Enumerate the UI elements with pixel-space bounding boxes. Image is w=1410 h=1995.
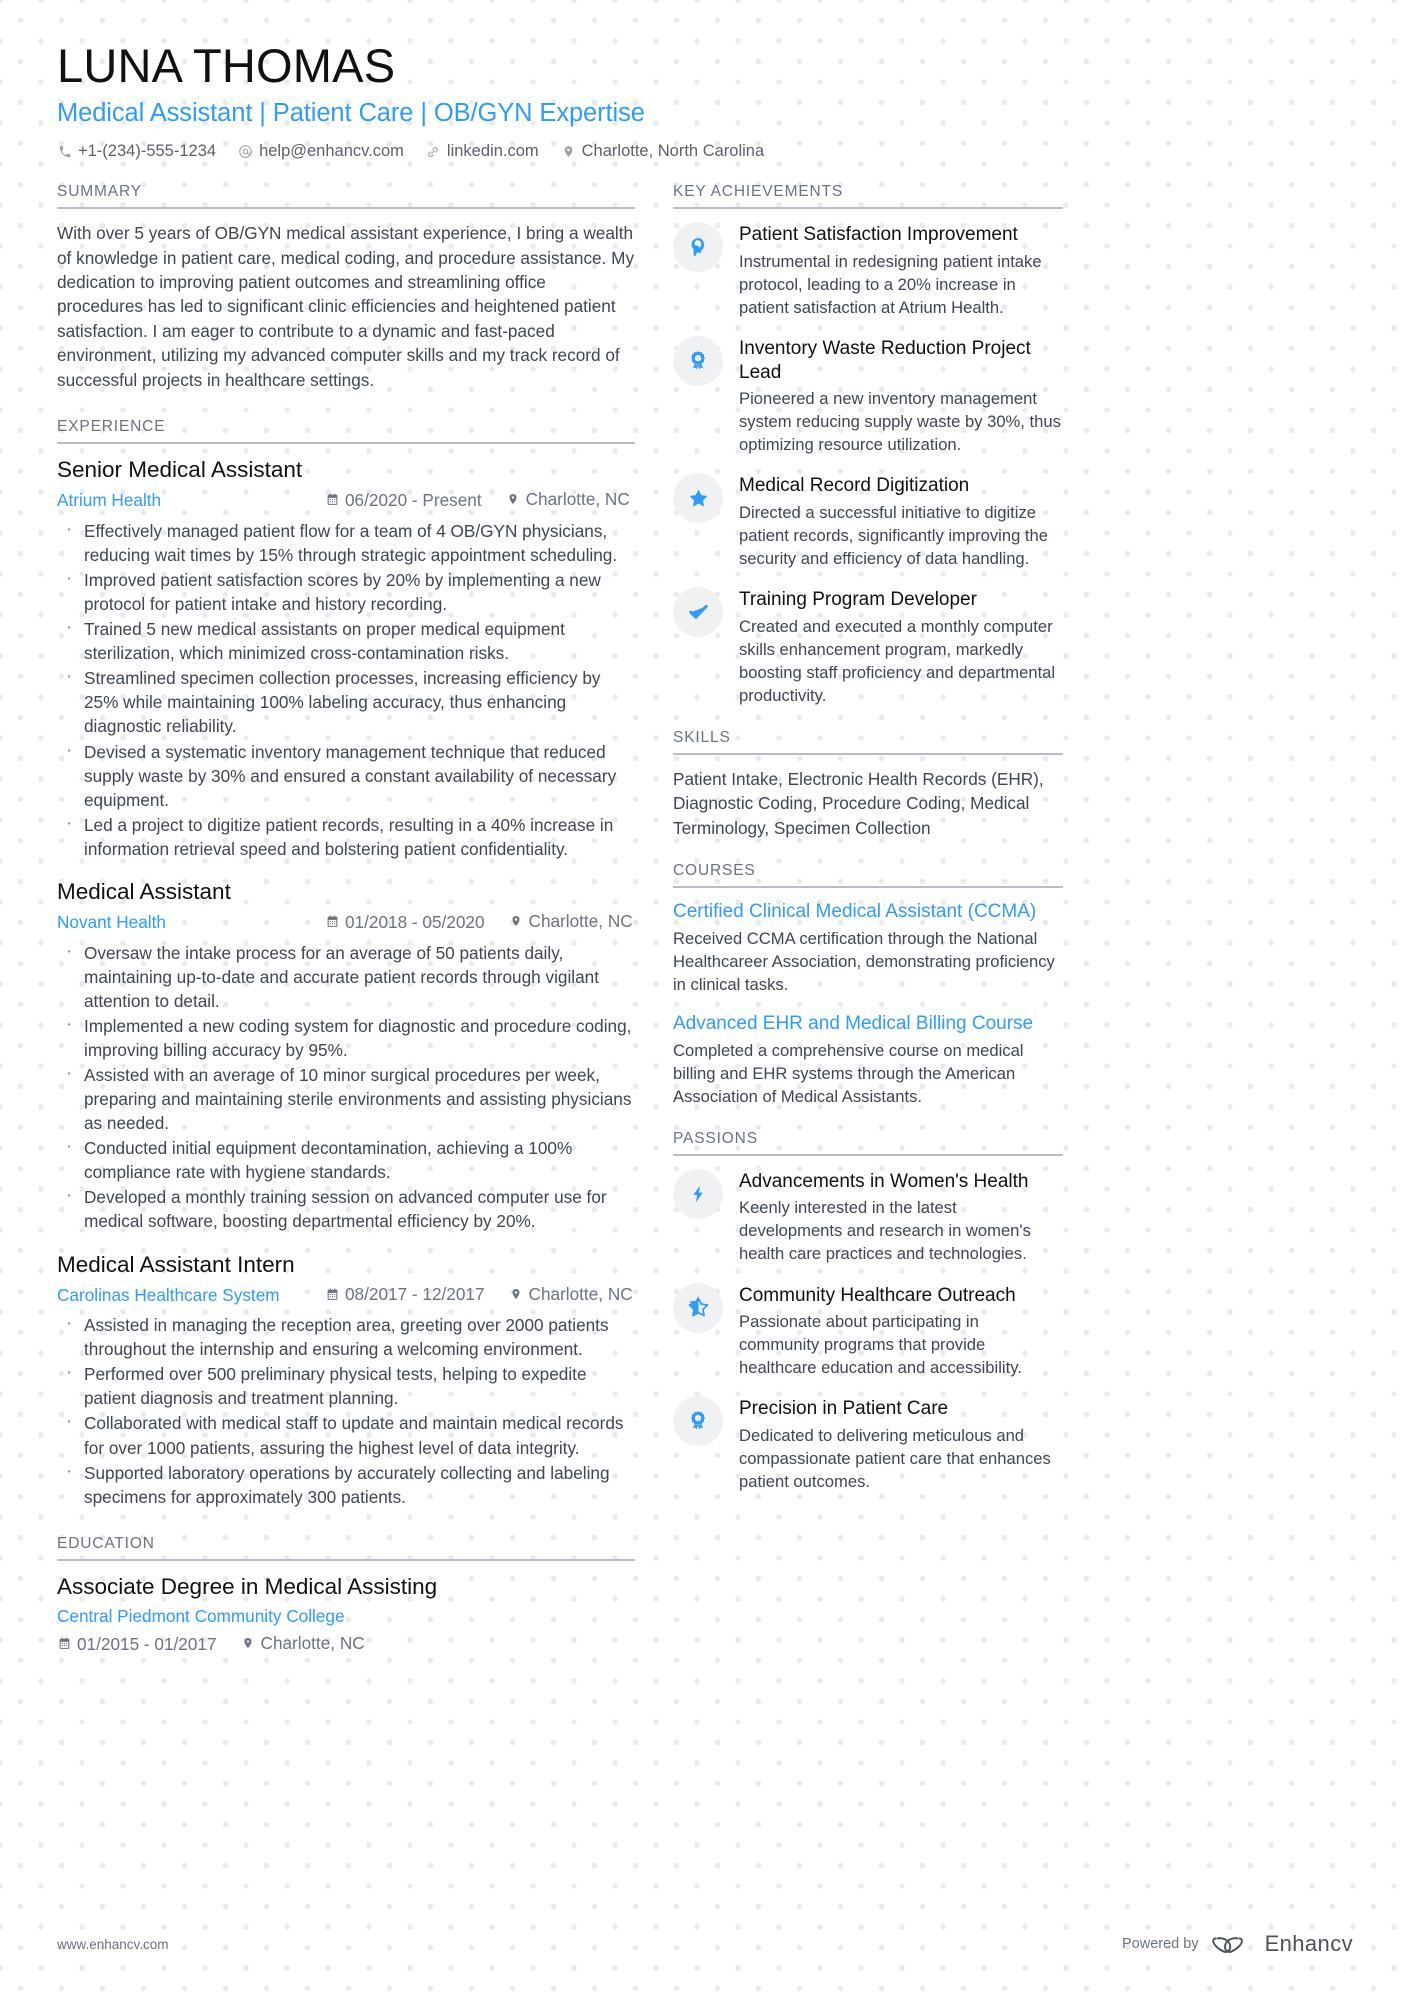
left-column bbox=[57, 183, 635, 1659]
experience-role: Medical Assistant Intern bbox=[57, 1251, 295, 1277]
footer-branding bbox=[1122, 1931, 1353, 1957]
education-location-text: Charlotte, NC bbox=[260, 1633, 365, 1654]
section-skills bbox=[673, 729, 1063, 840]
experience-organization[interactable]: Carolinas Healthcare System bbox=[57, 1284, 280, 1305]
education-dates bbox=[57, 1633, 217, 1655]
professional-headline: Medical Assistant | Patient Care | OB/GYN Expertise bbox=[57, 98, 645, 127]
education-location bbox=[241, 1632, 365, 1654]
list-item: · Led a project to digitize patient records, resulting in a 40% increase in information retrieval speed and bolstering patient confidentiality. bbox=[57, 813, 635, 861]
achievement-description: Instrumental in redesigning patient intake protocol, leading to a 20% increase in patient satisfaction at Atrium Health. bbox=[739, 251, 1042, 317]
section-title-passions: PASSIONS bbox=[673, 1130, 1063, 1156]
list-item: · Trained 5 new medical assistants on proper medical equipment sterilization, which minimized cross-contamination risks. bbox=[57, 617, 635, 665]
lightning-bolt-icon bbox=[673, 1169, 723, 1219]
head-idea-icon bbox=[673, 222, 723, 272]
achievement-item bbox=[673, 586, 1063, 707]
education-meta bbox=[57, 1632, 635, 1655]
brand-name: Enhancv bbox=[1264, 1931, 1353, 1956]
course-item bbox=[673, 900, 1063, 996]
experience-bullets bbox=[57, 941, 635, 1234]
right-column bbox=[673, 183, 1063, 1509]
experience-meta bbox=[57, 910, 635, 934]
course-name[interactable]: Advanced EHR and Medical Billing Course bbox=[673, 1012, 1034, 1034]
location-icon bbox=[509, 914, 523, 928]
section-passions bbox=[673, 1130, 1063, 1493]
contact-email-text: help@enhancv.com bbox=[259, 142, 404, 161]
section-experience bbox=[57, 418, 635, 1509]
list-item: · Assisted with an average of 10 minor surgical procedures per week, preparing and maintaining sterile environments and assisting physicians as needed. bbox=[57, 1063, 635, 1135]
svg-text:1: 1 bbox=[696, 355, 700, 361]
section-title-key-achievements: KEY ACHIEVEMENTS bbox=[673, 183, 1063, 209]
achievement-item bbox=[673, 335, 1063, 456]
experience-entry bbox=[57, 1251, 635, 1509]
half-star-icon bbox=[673, 1283, 723, 1333]
experience-location bbox=[509, 910, 633, 932]
contact-email[interactable] bbox=[238, 142, 404, 161]
location-icon bbox=[509, 1287, 523, 1301]
course-description: Received CCMA certification through the National Healthcareer Association, demonstrating proficiency in clinical tasks. bbox=[673, 928, 1055, 994]
footer-website[interactable]: www.enhancv.com bbox=[57, 1936, 169, 1952]
location-icon bbox=[241, 1636, 255, 1650]
contact-phone-text: +1-(234)-555-1234 bbox=[78, 142, 217, 161]
achievement-description: Directed a successful initiative to digitize patient records, significantly improving the security and efficiency of data handling. bbox=[739, 502, 1048, 568]
skills-text: Patient Intake, Electronic Health Records (EHR), Diagnostic Coding, Procedure Coding, Medical Terminology, Specimen Collection bbox=[673, 768, 1044, 838]
experience-organization[interactable]: Novant Health bbox=[57, 912, 166, 933]
contact-phone[interactable] bbox=[57, 142, 216, 161]
section-title-education: EDUCATION bbox=[57, 1535, 635, 1561]
check-icon bbox=[673, 587, 723, 637]
page-title: LUNA THOMAS bbox=[57, 39, 396, 92]
experience-dates bbox=[325, 911, 485, 933]
list-item: · Effectively managed patient flow for a team of 4 OB/GYN physicians, reducing wait times by 15% through strategic appointment scheduling. bbox=[57, 519, 635, 567]
contact-linkedin-text: linkedin.com bbox=[446, 142, 539, 161]
experience-dates-text: 06/2020 - Present bbox=[345, 489, 482, 510]
section-key-achievements bbox=[673, 183, 1063, 707]
resume-header bbox=[57, 0, 1353, 161]
calendar-icon bbox=[325, 1287, 339, 1301]
resume-body bbox=[57, 183, 1353, 1659]
contact-row bbox=[57, 142, 1353, 161]
list-item: · Streamlined specimen collection processes, increasing efficiency by 25% while maintaining 100% labeling accuracy, thus enhancing diagnostic reliability. bbox=[57, 666, 635, 738]
achievement-heading: Training Program Developer bbox=[739, 588, 977, 610]
achievement-description: Created and executed a monthly computer skills enhancement program, markedly boosting staff proficiency and departmental productivity. bbox=[739, 616, 1056, 705]
experience-entry bbox=[57, 878, 635, 1234]
location-icon bbox=[506, 492, 520, 506]
list-item: · Performed over 500 preliminary physical tests, helping to expedite patient diagnosis and treatment planning. bbox=[57, 1362, 635, 1410]
experience-dates bbox=[325, 1283, 485, 1305]
award-ribbon-icon bbox=[673, 1396, 723, 1446]
course-name[interactable]: Certified Clinical Medical Assistant (CCMA) bbox=[673, 901, 1037, 923]
calendar-icon bbox=[325, 915, 339, 929]
experience-bullets bbox=[57, 519, 635, 861]
achievement-heading: Inventory Waste Reduction Project Lead bbox=[739, 337, 1031, 383]
experience-dates-text: 01/2018 - 05/2020 bbox=[345, 911, 485, 932]
education-degree: Associate Degree in Medical Assisting bbox=[57, 1573, 438, 1599]
phone-icon bbox=[57, 144, 72, 159]
experience-role: Senior Medical Assistant bbox=[57, 457, 303, 483]
list-item: · Implemented a new coding system for diagnostic and procedure coding, improving billing accuracy by 95%. bbox=[57, 1014, 635, 1062]
powered-by-label: Powered by bbox=[1122, 1936, 1199, 1952]
experience-meta bbox=[57, 488, 635, 512]
education-school[interactable]: Central Piedmont Community College bbox=[57, 1605, 345, 1626]
list-item: · Developed a monthly training session on advanced computer use for medical software, boosting departmental efficiency by 20%. bbox=[57, 1185, 635, 1233]
location-icon bbox=[561, 144, 576, 159]
passion-heading: Advancements in Women's Health bbox=[739, 1170, 1029, 1192]
contact-location bbox=[561, 142, 765, 161]
course-item bbox=[673, 1012, 1063, 1108]
section-title-courses: COURSES bbox=[673, 862, 1063, 888]
passion-item bbox=[673, 1168, 1063, 1266]
link-icon bbox=[426, 144, 441, 159]
education-entry bbox=[57, 1573, 635, 1655]
email-icon bbox=[238, 144, 253, 159]
section-title-skills: SKILLS bbox=[673, 729, 1063, 755]
passion-item bbox=[673, 1395, 1063, 1493]
enhancv-logo bbox=[1212, 1931, 1353, 1957]
contact-linkedin[interactable] bbox=[426, 142, 539, 161]
calendar-icon bbox=[325, 493, 339, 507]
list-item: · Conducted initial equipment decontamination, achieving a 100% compliance rate with hygiene standards. bbox=[57, 1136, 635, 1184]
list-item: · Oversaw the intake process for an average of 50 patients daily, maintaining up-to-date and accurate patient records through vigilant attention to detail. bbox=[57, 941, 635, 1013]
award-ribbon-icon bbox=[673, 336, 723, 386]
passion-description: Passionate about participating in community programs that provide healthcare education and accessibility. bbox=[739, 1312, 1022, 1378]
experience-entry bbox=[57, 456, 635, 861]
passion-heading: Community Healthcare Outreach bbox=[739, 1284, 1016, 1306]
summary-text: With over 5 years of OB/GYN medical assistant experience, I bring a wealth of knowledge in patient care, medical coding, and procedure assistance. My dedication to improving patient outcomes and streamlining office procedures has led to significant clinic efficiencies and heightened patient satisfaction. I am eager to contribute to a dynamic and fast-paced environment, utilizing my advanced computer skills and my track record of successful projects in healthcare settings. bbox=[57, 223, 635, 390]
section-title-experience: EXPERIENCE bbox=[57, 418, 635, 444]
passion-description: Keenly interested in the latest developments and research in women's health care practices and technologies. bbox=[739, 1198, 1031, 1264]
achievement-heading: Medical Record Digitization bbox=[739, 475, 970, 497]
list-item: · Supported laboratory operations by accurately collecting and labeling specimens for approximately 300 patients. bbox=[57, 1461, 635, 1509]
experience-organization[interactable]: Atrium Health bbox=[57, 490, 162, 511]
list-item: · Assisted in managing the reception area, greeting over 2000 patients throughout the internship and ensuring a welcoming environment. bbox=[57, 1313, 635, 1361]
experience-dates bbox=[325, 489, 482, 511]
experience-location-text: Charlotte, NC bbox=[525, 489, 630, 510]
section-courses bbox=[673, 862, 1063, 1108]
section-summary bbox=[57, 183, 635, 392]
svg-text:1: 1 bbox=[696, 1415, 700, 1421]
calendar-icon bbox=[57, 1637, 71, 1651]
experience-location bbox=[509, 1283, 633, 1305]
passion-item bbox=[673, 1282, 1063, 1380]
experience-meta bbox=[57, 1283, 635, 1307]
section-education bbox=[57, 1535, 635, 1655]
course-description: Completed a comprehensive course on medical billing and EHR systems through the American Association of Medical Assistants. bbox=[673, 1040, 1024, 1106]
experience-role: Medical Assistant bbox=[57, 878, 231, 904]
experience-location-text: Charlotte, NC bbox=[528, 911, 633, 932]
list-item: · Improved patient satisfaction scores by 20% by implementing a new protocol for patient intake and history recording. bbox=[57, 568, 635, 616]
experience-bullets bbox=[57, 1313, 635, 1509]
achievement-description: Pioneered a new inventory management system reducing supply waste by 30%, thus optimizing resource utilization. bbox=[739, 389, 1061, 455]
contact-location-text: Charlotte, North Carolina bbox=[581, 142, 765, 161]
passion-heading: Precision in Patient Care bbox=[739, 1398, 949, 1420]
star-icon bbox=[673, 473, 723, 523]
page-footer bbox=[57, 1931, 1353, 1957]
education-dates-text: 01/2015 - 01/2017 bbox=[77, 1633, 217, 1654]
achievement-heading: Patient Satisfaction Improvement bbox=[739, 224, 1018, 246]
passion-description: Dedicated to delivering meticulous and compassionate patient care that enhances patient outcomes. bbox=[739, 1425, 1051, 1491]
list-item: · Collaborated with medical staff to update and maintain medical records for over 1000 patients, assuring the highest level of data integrity. bbox=[57, 1411, 635, 1459]
achievement-item bbox=[673, 472, 1063, 570]
section-title-summary: SUMMARY bbox=[57, 183, 635, 209]
experience-location-text: Charlotte, NC bbox=[528, 1283, 633, 1304]
experience-location bbox=[506, 488, 630, 510]
enhancv-mark-icon bbox=[1212, 1931, 1256, 1957]
education-school-row bbox=[57, 1605, 635, 1627]
achievement-item bbox=[673, 221, 1063, 319]
list-item: · Devised a systematic inventory management technique that reduced supply waste by 30% and ensured a constant availability of necessary equipment. bbox=[57, 740, 635, 812]
experience-dates-text: 08/2017 - 12/2017 bbox=[345, 1284, 485, 1305]
